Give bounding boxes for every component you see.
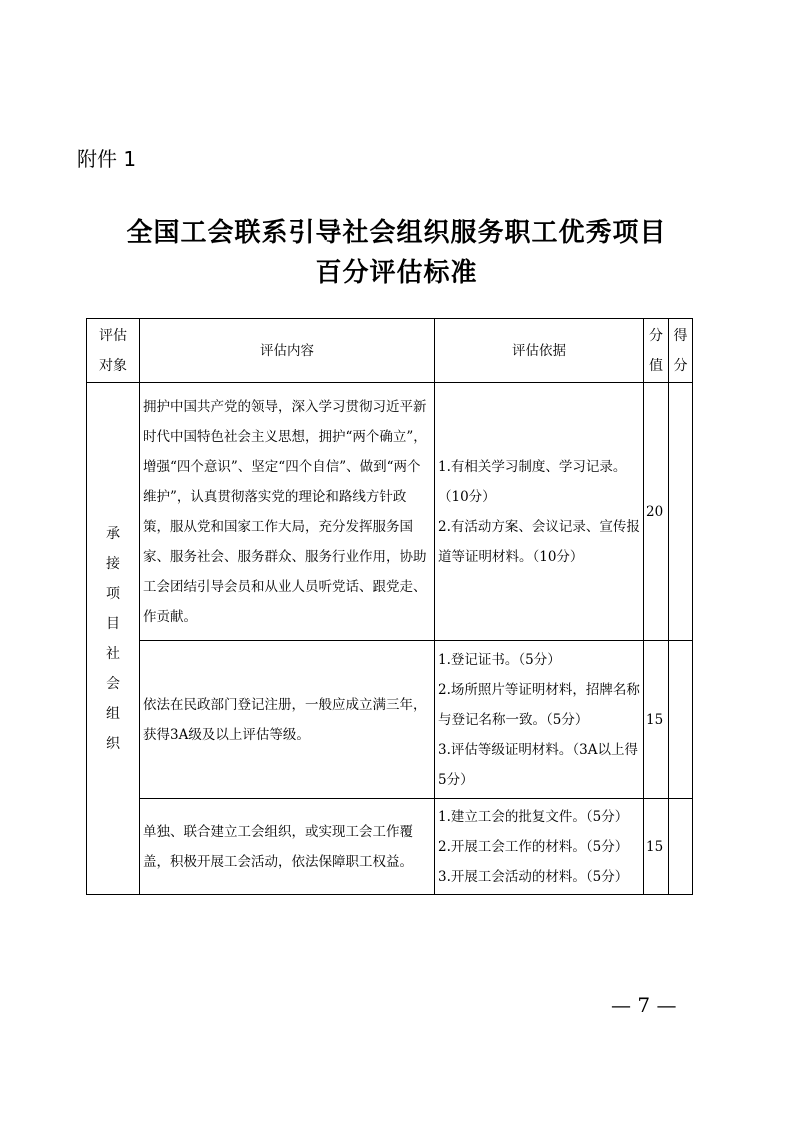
- table-row: [87, 799, 693, 895]
- basis-item: 1.登记证书。（5分）: [438, 651, 561, 668]
- basis-item: 1.建立工会的批复文件。（5分）: [438, 808, 629, 825]
- page-number: — 7 —: [611, 993, 677, 1017]
- header-content: 评估内容: [140, 319, 435, 383]
- header-score: [644, 319, 669, 383]
- basis-item: 2.有活动方案、会议记录、宣传报道等证明材料。（10分）: [438, 518, 640, 565]
- basis-item: 2.场所照片等证明材料，招牌名称与登记名称一致。（5分）: [438, 681, 640, 728]
- content-cell: 依法在民政部门登记注册，一般应成立满三年，获得3A级及以上评估等级。: [140, 641, 435, 799]
- table-row: [87, 383, 693, 641]
- basis-cell: [435, 799, 644, 895]
- content-cell: 单独、联合建立工会组织，或实现工会工作覆盖，积极开展工会活动，依法保障职工权益。: [140, 799, 435, 895]
- obtained-score-cell: [669, 799, 693, 895]
- basis-cell: [435, 641, 644, 799]
- basis-item: 3.开展工会活动的材料。（5分）: [438, 868, 629, 885]
- score-cell: 20: [644, 383, 669, 641]
- object-label: 承接项目社会组织: [106, 525, 120, 752]
- header-obtained-label: 得分: [673, 327, 688, 374]
- content-cell: 拥护中国共产党的领导，深入学习贯彻习近平新时代中国特色社会主义思想，拥护“两个确立”，增强“四个意识”、坚定“四个自信”、做到“两个维护”，认真贯彻落实党的理论和路线方针政策，服从党和国家工作大局，充分发挥服务国家、服务社会、服务群众、服务行业作用，协助工会团结引导会员和从业人员听党话、跟党走、作贡献。: [140, 383, 435, 641]
- table-header-row: [87, 319, 693, 383]
- table-row: [87, 641, 693, 799]
- score-cell: 15: [644, 641, 669, 799]
- header-object: [87, 319, 140, 383]
- obtained-score-cell: [669, 383, 693, 641]
- obtained-score-cell: [669, 641, 693, 799]
- document-title-line-1: 全国工会联系引导社会组织服务职工优秀项目: [126, 218, 667, 248]
- header-obtained: [669, 319, 693, 383]
- evaluation-table: [86, 318, 693, 895]
- header-basis: 评估依据: [435, 319, 644, 383]
- object-cell: [87, 383, 140, 895]
- basis-item: 2.开展工会工作的材料。（5分）: [438, 838, 629, 855]
- header-object-label: 评估对象: [99, 327, 127, 374]
- score-cell: 15: [644, 799, 669, 895]
- basis-item: 3.评估等级证明材料。（3A以上得5分）: [438, 741, 638, 788]
- document-title-line-2: 百分评估标准: [315, 258, 478, 288]
- basis-item: 1.有相关学习制度、学习记录。（10分）: [438, 458, 627, 505]
- basis-cell: [435, 383, 644, 641]
- header-score-label: 分值: [649, 327, 663, 374]
- attachment-label: 附件 1: [77, 147, 137, 171]
